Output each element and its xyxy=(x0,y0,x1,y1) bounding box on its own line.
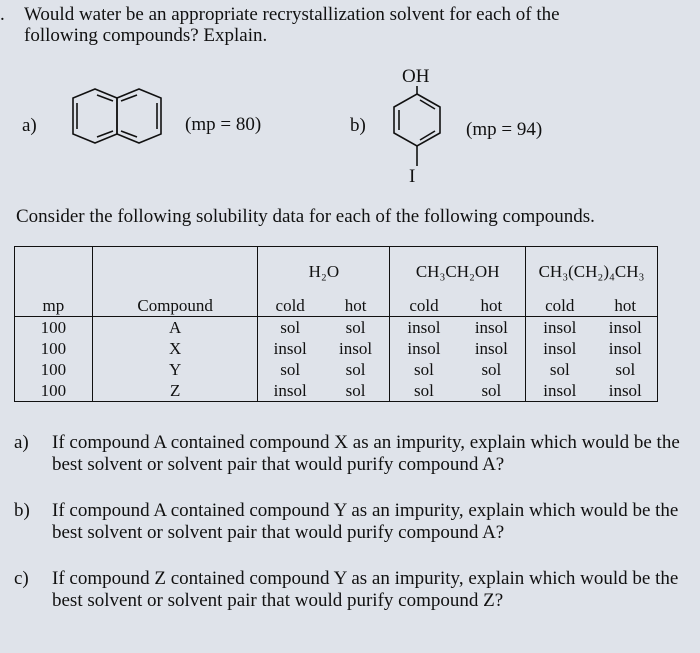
cell-compound: Z xyxy=(92,380,258,402)
cell-water-hot: sol xyxy=(322,359,390,380)
compound-b-oh: OH xyxy=(402,66,430,87)
solvent-hexane: CH₃(CH₂)₄CH₃ xyxy=(526,247,658,296)
cell-water-cold: insol xyxy=(273,339,307,358)
naphthalene-structure xyxy=(62,86,172,156)
cell-compound: A xyxy=(92,317,258,339)
cell-ethanol-hot: insol xyxy=(458,317,526,339)
cell-ethanol-cold: sol xyxy=(414,381,434,400)
col-header-ethanol-cold: cold xyxy=(409,296,439,315)
solvent-header-row xyxy=(15,247,658,296)
subquestion-b-letter: b) xyxy=(14,500,30,521)
question-bullet: . xyxy=(0,4,5,25)
question-line-2: following compounds? Explain. xyxy=(24,25,268,46)
header-blank-compound xyxy=(92,247,258,296)
cell-water-hot: sol xyxy=(322,380,390,402)
col-header-hexane-hot: hot xyxy=(594,295,658,317)
cell-ethanol-cold: insol xyxy=(407,318,441,337)
solubility-table xyxy=(14,246,658,402)
cell-ethanol-hot: insol xyxy=(458,338,526,359)
cell-hexane-cold: insol xyxy=(543,318,577,337)
subquestion-a-letter: a) xyxy=(14,432,29,453)
solvent-water: H₂O xyxy=(258,247,390,296)
cell-mp: 100 xyxy=(15,338,93,359)
cell-water-hot: insol xyxy=(322,338,390,359)
cell-ethanol-cold: sol xyxy=(414,360,434,379)
compound-b-mp: (mp = 94) xyxy=(466,119,543,140)
cell-water-cold: sol xyxy=(280,318,301,337)
col-header-mp: mp xyxy=(15,295,93,317)
cell-hexane-cold: insol xyxy=(543,381,577,400)
col-header-ethanol-hot: hot xyxy=(458,295,526,317)
cell-ethanol-hot: sol xyxy=(458,380,526,402)
cell-compound: X xyxy=(92,338,258,359)
table-row xyxy=(15,338,658,359)
compound-b-iodine: I xyxy=(409,166,416,187)
col-header-hexane-cold: cold xyxy=(545,296,575,315)
subquestion-c-text: If compound Z contained compound Y as an impurity, explain which would be the best solvent or solvent pair that would purify compound Z? xyxy=(52,568,679,611)
solvent-ethanol: CH₃CH₂OH xyxy=(390,247,526,296)
compound-b-label: b) xyxy=(350,115,366,136)
header-blank-mp xyxy=(15,247,93,296)
cell-water-cold: insol xyxy=(273,381,307,400)
cell-hexane-hot: insol xyxy=(594,338,658,359)
table-row xyxy=(15,317,658,339)
col-header-water-cold: cold xyxy=(275,296,305,315)
cell-compound: Y xyxy=(92,359,258,380)
cell-hexane-hot: sol xyxy=(594,359,658,380)
table-row xyxy=(15,380,658,402)
subquestion-a-text: If compound A contained compound X as an impurity, explain which would be the best solvent or solvent pair that would purify compound A? xyxy=(52,432,680,475)
cell-hexane-cold: sol xyxy=(549,360,570,379)
iodophenol-structure xyxy=(382,86,452,172)
cell-ethanol-cold: insol xyxy=(407,339,441,358)
cell-water-hot: sol xyxy=(322,317,390,339)
cell-hexane-hot: insol xyxy=(594,317,658,339)
cell-hexane-hot: insol xyxy=(594,380,658,402)
column-header-row xyxy=(15,295,658,317)
compound-a-label: a) xyxy=(22,115,37,136)
question-line-1: Would water be an appropriate recrystallization solvent for each of the xyxy=(24,4,560,25)
table-row xyxy=(15,359,658,380)
subquestion-b-text: If compound A contained compound Y as an impurity, explain which would be the best solvent or solvent pair that would purify compound A? xyxy=(52,500,679,543)
consider-text: Consider the following solubility data for each of the following compounds. xyxy=(16,206,595,227)
col-header-compound: Compound xyxy=(92,295,258,317)
cell-mp: 100 xyxy=(15,359,93,380)
compound-a-mp: (mp = 80) xyxy=(185,114,262,135)
cell-ethanol-hot: sol xyxy=(458,359,526,380)
subquestion-c-letter: c) xyxy=(14,568,29,589)
cell-mp: 100 xyxy=(15,317,93,339)
cell-water-cold: sol xyxy=(280,360,301,379)
cell-mp: 100 xyxy=(15,380,93,402)
col-header-water-hot: hot xyxy=(322,295,390,317)
cell-hexane-cold: insol xyxy=(543,339,577,358)
